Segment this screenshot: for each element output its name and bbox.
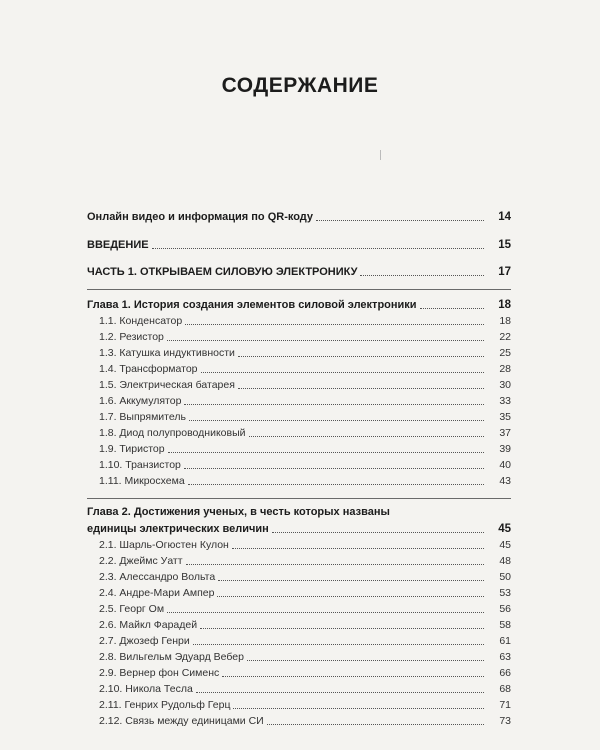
toc-entry-label: Онлайн видео и информация по QR-коду (87, 211, 314, 223)
toc-page-number: 30 (499, 379, 511, 391)
toc-page-number: 45 (499, 539, 511, 551)
toc-item-label: 1.9. Тиристор (99, 443, 165, 455)
dot-leader (247, 660, 484, 661)
dot-leader (222, 676, 484, 677)
toc-page-number: 18 (499, 315, 511, 327)
dot-leader (360, 275, 484, 276)
toc-item-label: 2.10. Никола Тесла (99, 683, 193, 695)
dot-leader (217, 596, 484, 597)
toc-item-label: 2.7. Джозеф Генри (99, 635, 190, 647)
toc-entry-qr[interactable] (87, 208, 511, 224)
toc-item-label: 2.2. Джеймс Уатт (99, 555, 183, 567)
toc-page-number: 58 (499, 619, 511, 631)
scan-mark (380, 150, 381, 160)
dot-leader (168, 452, 484, 453)
toc-item-label: 2.1. Шарль-Огюстен Кулон (99, 539, 229, 551)
toc-page-number: 48 (499, 555, 511, 567)
dot-leader (201, 372, 485, 373)
toc-page-number: 15 (498, 239, 511, 251)
dot-leader (184, 468, 484, 469)
dot-leader (186, 564, 484, 565)
toc-item-label: 1.2. Резистор (99, 331, 164, 343)
toc-item[interactable] (87, 392, 511, 408)
toc-item[interactable] (87, 456, 511, 472)
dot-leader (218, 580, 484, 581)
toc-item-label: 1.10. Транзистор (99, 459, 181, 471)
toc-item[interactable] (87, 696, 511, 712)
dot-leader (193, 644, 484, 645)
dot-leader (238, 356, 484, 357)
toc-page-number: 68 (499, 683, 511, 695)
toc-item[interactable] (87, 568, 511, 584)
toc-item-label: 1.5. Электрическая батарея (99, 379, 235, 391)
toc-chapter-label-line2: единицы электрических величин (87, 523, 269, 535)
toc-item[interactable] (87, 648, 511, 664)
toc-item[interactable] (87, 584, 511, 600)
toc-item-label: 1.6. Аккумулятор (99, 395, 182, 407)
toc-page-number: 45 (498, 523, 511, 535)
toc-item[interactable] (87, 408, 511, 424)
toc-item-label: 1.7. Выпрямитель (99, 411, 186, 423)
dot-leader (272, 532, 484, 533)
toc-chapter-2[interactable] (87, 505, 511, 536)
toc-page-number: 33 (499, 395, 511, 407)
toc-page-number: 56 (499, 603, 511, 615)
toc-chapter-label: Глава 1. История создания элементов силовой электроники (87, 299, 417, 311)
toc-page-number: 22 (499, 331, 511, 343)
dot-leader (200, 628, 484, 629)
toc-item[interactable] (87, 600, 511, 616)
toc-page-number: 50 (499, 571, 511, 583)
toc-item-label: 1.8. Диод полупроводниковый (99, 427, 246, 439)
dot-leader (316, 220, 484, 221)
toc-item-label: 1.3. Катушка индуктивности (99, 347, 235, 359)
toc-item[interactable] (87, 344, 511, 360)
toc-item[interactable] (87, 360, 511, 376)
toc-item-label: 1.1. Конденсатор (99, 315, 183, 327)
toc-page-number: 17 (498, 266, 511, 278)
dot-leader (232, 548, 484, 549)
toc-chapter-label-line1: Глава 2. Достижения ученых, в честь которых названы (87, 506, 390, 518)
dot-leader (196, 692, 484, 693)
dot-leader (185, 324, 484, 325)
toc-entry-part1[interactable] (87, 263, 511, 279)
section-divider (87, 289, 511, 290)
toc-item-label: 2.12. Связь между единицами СИ (99, 715, 264, 727)
toc-item-label: 1.4. Трансформатор (99, 363, 198, 375)
dot-leader (184, 404, 484, 405)
toc-page-number: 14 (498, 211, 511, 223)
toc-item-label: 2.5. Георг Ом (99, 603, 165, 615)
toc-entry-label: ВВЕДЕНИЕ (87, 239, 149, 251)
toc-item-label: 2.3. Алессандро Вольта (99, 571, 216, 583)
dot-leader (188, 484, 484, 485)
toc-item[interactable] (87, 424, 511, 440)
toc-page-number: 73 (499, 715, 511, 727)
toc-item[interactable] (87, 376, 511, 392)
dot-leader (420, 308, 484, 309)
toc-item[interactable] (87, 616, 511, 632)
dot-leader (233, 708, 484, 709)
toc-item[interactable] (87, 440, 511, 456)
dot-leader (152, 248, 484, 249)
toc-page-number: 35 (499, 411, 511, 423)
toc-item[interactable] (87, 712, 511, 728)
toc-page-number: 43 (499, 475, 511, 487)
toc-item-label: 2.11. Генрих Рудольф Герц (99, 699, 231, 711)
toc-chapter-1[interactable] (87, 296, 511, 312)
table-of-contents (87, 208, 511, 728)
toc-item[interactable] (87, 536, 511, 552)
toc-page-number: 53 (499, 587, 511, 599)
toc-page-number: 39 (499, 443, 511, 455)
dot-leader (167, 340, 484, 341)
section-divider (87, 498, 511, 499)
toc-page-number: 28 (499, 363, 511, 375)
toc-item[interactable] (87, 680, 511, 696)
toc-page-number: 63 (499, 651, 511, 663)
toc-page-number: 18 (498, 299, 511, 311)
toc-page-number: 40 (499, 459, 511, 471)
toc-item-label: 2.8. Вильгельм Эдуард Вебер (99, 651, 244, 663)
toc-item[interactable] (87, 664, 511, 680)
page-title: СОДЕРЖАНИЕ (221, 74, 379, 97)
toc-item-label: 1.11. Микросхема (99, 475, 185, 487)
dot-leader (189, 420, 484, 421)
toc-entry-intro[interactable] (87, 236, 511, 252)
toc-chapter-2-line2 (87, 520, 511, 536)
toc-item-label: 2.4. Андре-Мари Ампер (99, 587, 215, 599)
dot-leader (167, 612, 484, 613)
toc-item[interactable] (87, 328, 511, 344)
dot-leader (267, 724, 484, 725)
toc-page-number: 71 (499, 699, 511, 711)
dot-leader (238, 388, 484, 389)
toc-page-number: 25 (499, 347, 511, 359)
dot-leader (249, 436, 485, 437)
toc-page-number: 66 (499, 667, 511, 679)
toc-entry-label: ЧАСТЬ 1. ОТКРЫВАЕМ СИЛОВУЮ ЭЛЕКТРОНИКУ (87, 266, 358, 278)
toc-item-label: 2.9. Вернер фон Сименс (99, 667, 220, 679)
toc-item[interactable] (87, 552, 511, 568)
toc-page-number: 61 (499, 635, 511, 647)
toc-item[interactable] (87, 312, 511, 328)
toc-item-label: 2.6. Майкл Фарадей (99, 619, 198, 631)
toc-item[interactable] (87, 632, 511, 648)
toc-page-number: 37 (499, 427, 511, 439)
toc-item[interactable] (87, 472, 511, 488)
